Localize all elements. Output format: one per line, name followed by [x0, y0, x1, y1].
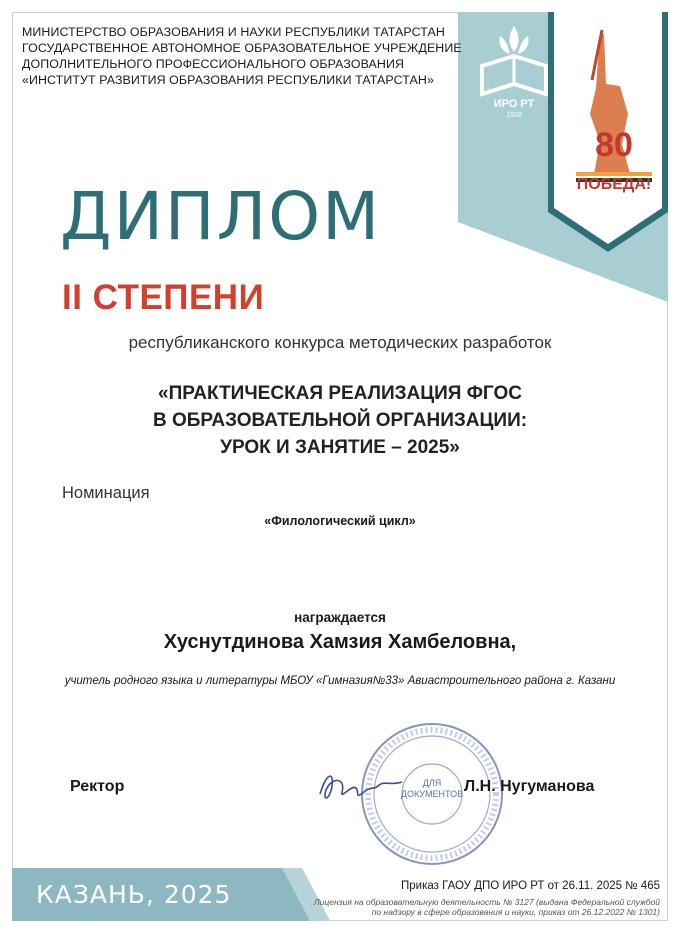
- iro-logo-year: 1928: [506, 112, 522, 119]
- theme-line: «ПРАКТИЧЕСКАЯ РЕАЛИЗАЦИЯ ФГОС: [158, 383, 522, 404]
- victory-number: 80: [595, 126, 633, 164]
- header-line: ГОСУДАРСТВЕННОЕ АВТОНОМНОЕ ОБРАЗОВАТЕЛЬНОЕ УЧРЕЖДЕНИЕ: [22, 41, 462, 55]
- city-year: КАЗАНЬ, 2025: [36, 880, 232, 909]
- order-reference: Приказ ГАОУ ДПО ИРО РТ от 26.11. 2025 № 465: [401, 880, 660, 892]
- diploma-title: ДИПЛОМ: [60, 178, 382, 255]
- header-line: «ИНСТИТУТ РАЗВИТИЯ ОБРАЗОВАНИЯ РЕСПУБЛИКИ ТАТАРСТАН»: [22, 73, 434, 87]
- contest-name: республиканского конкурса методических разработок: [128, 333, 552, 352]
- victory-text: ПОБЕДА!: [576, 176, 652, 193]
- nomination-label: Номинация: [62, 484, 150, 502]
- diploma-degree: II СТЕПЕНИ: [62, 278, 265, 317]
- stamp-text: ДЛЯ ДОКУМЕНТОВ: [400, 778, 464, 799]
- license-line: по надзору в сфере образования и науки, приказ от 26.12.2022 № 1301): [371, 907, 660, 917]
- iro-logo-text: ИРО РТ: [493, 98, 535, 110]
- recipient-name: Хуснутдинова Хамзия Хамбеловна,: [163, 631, 517, 653]
- header-line: ДОПОЛНИТЕЛЬНОГО ПРОФЕССИОНАЛЬНОГО ОБРАЗОВАНИЯ: [22, 57, 405, 71]
- issuer-header: [22, 24, 492, 88]
- rector-label: Ректор: [70, 778, 125, 795]
- theme-line: УРОК И ЗАНЯТИЕ – 2025»: [220, 437, 460, 458]
- header-line: МИНИСТЕРСТВО ОБРАЗОВАНИЯ И НАУКИ РЕСПУБЛИКИ ТАТАРСТАН: [22, 25, 445, 39]
- license-note: [280, 897, 660, 917]
- license-line: Лицензия на образовательную деятельность № 3127 (выдана Федеральной службой: [313, 897, 660, 907]
- recipient-position: учитель родного языка и литературы МБОУ «Гимназия№33» Авиастроительного района г. Казани: [64, 675, 616, 687]
- nomination-value: «Филологический цикл»: [264, 514, 416, 528]
- theme-line: В ОБРАЗОВАТЕЛЬНОЙ ОРГАНИЗАЦИИ:: [152, 410, 528, 431]
- rector-name: Л.Н. Нугуманова: [464, 778, 595, 795]
- signature-icon: [312, 756, 412, 816]
- contest-theme: [0, 380, 680, 461]
- awarded-label: награждается: [294, 610, 386, 625]
